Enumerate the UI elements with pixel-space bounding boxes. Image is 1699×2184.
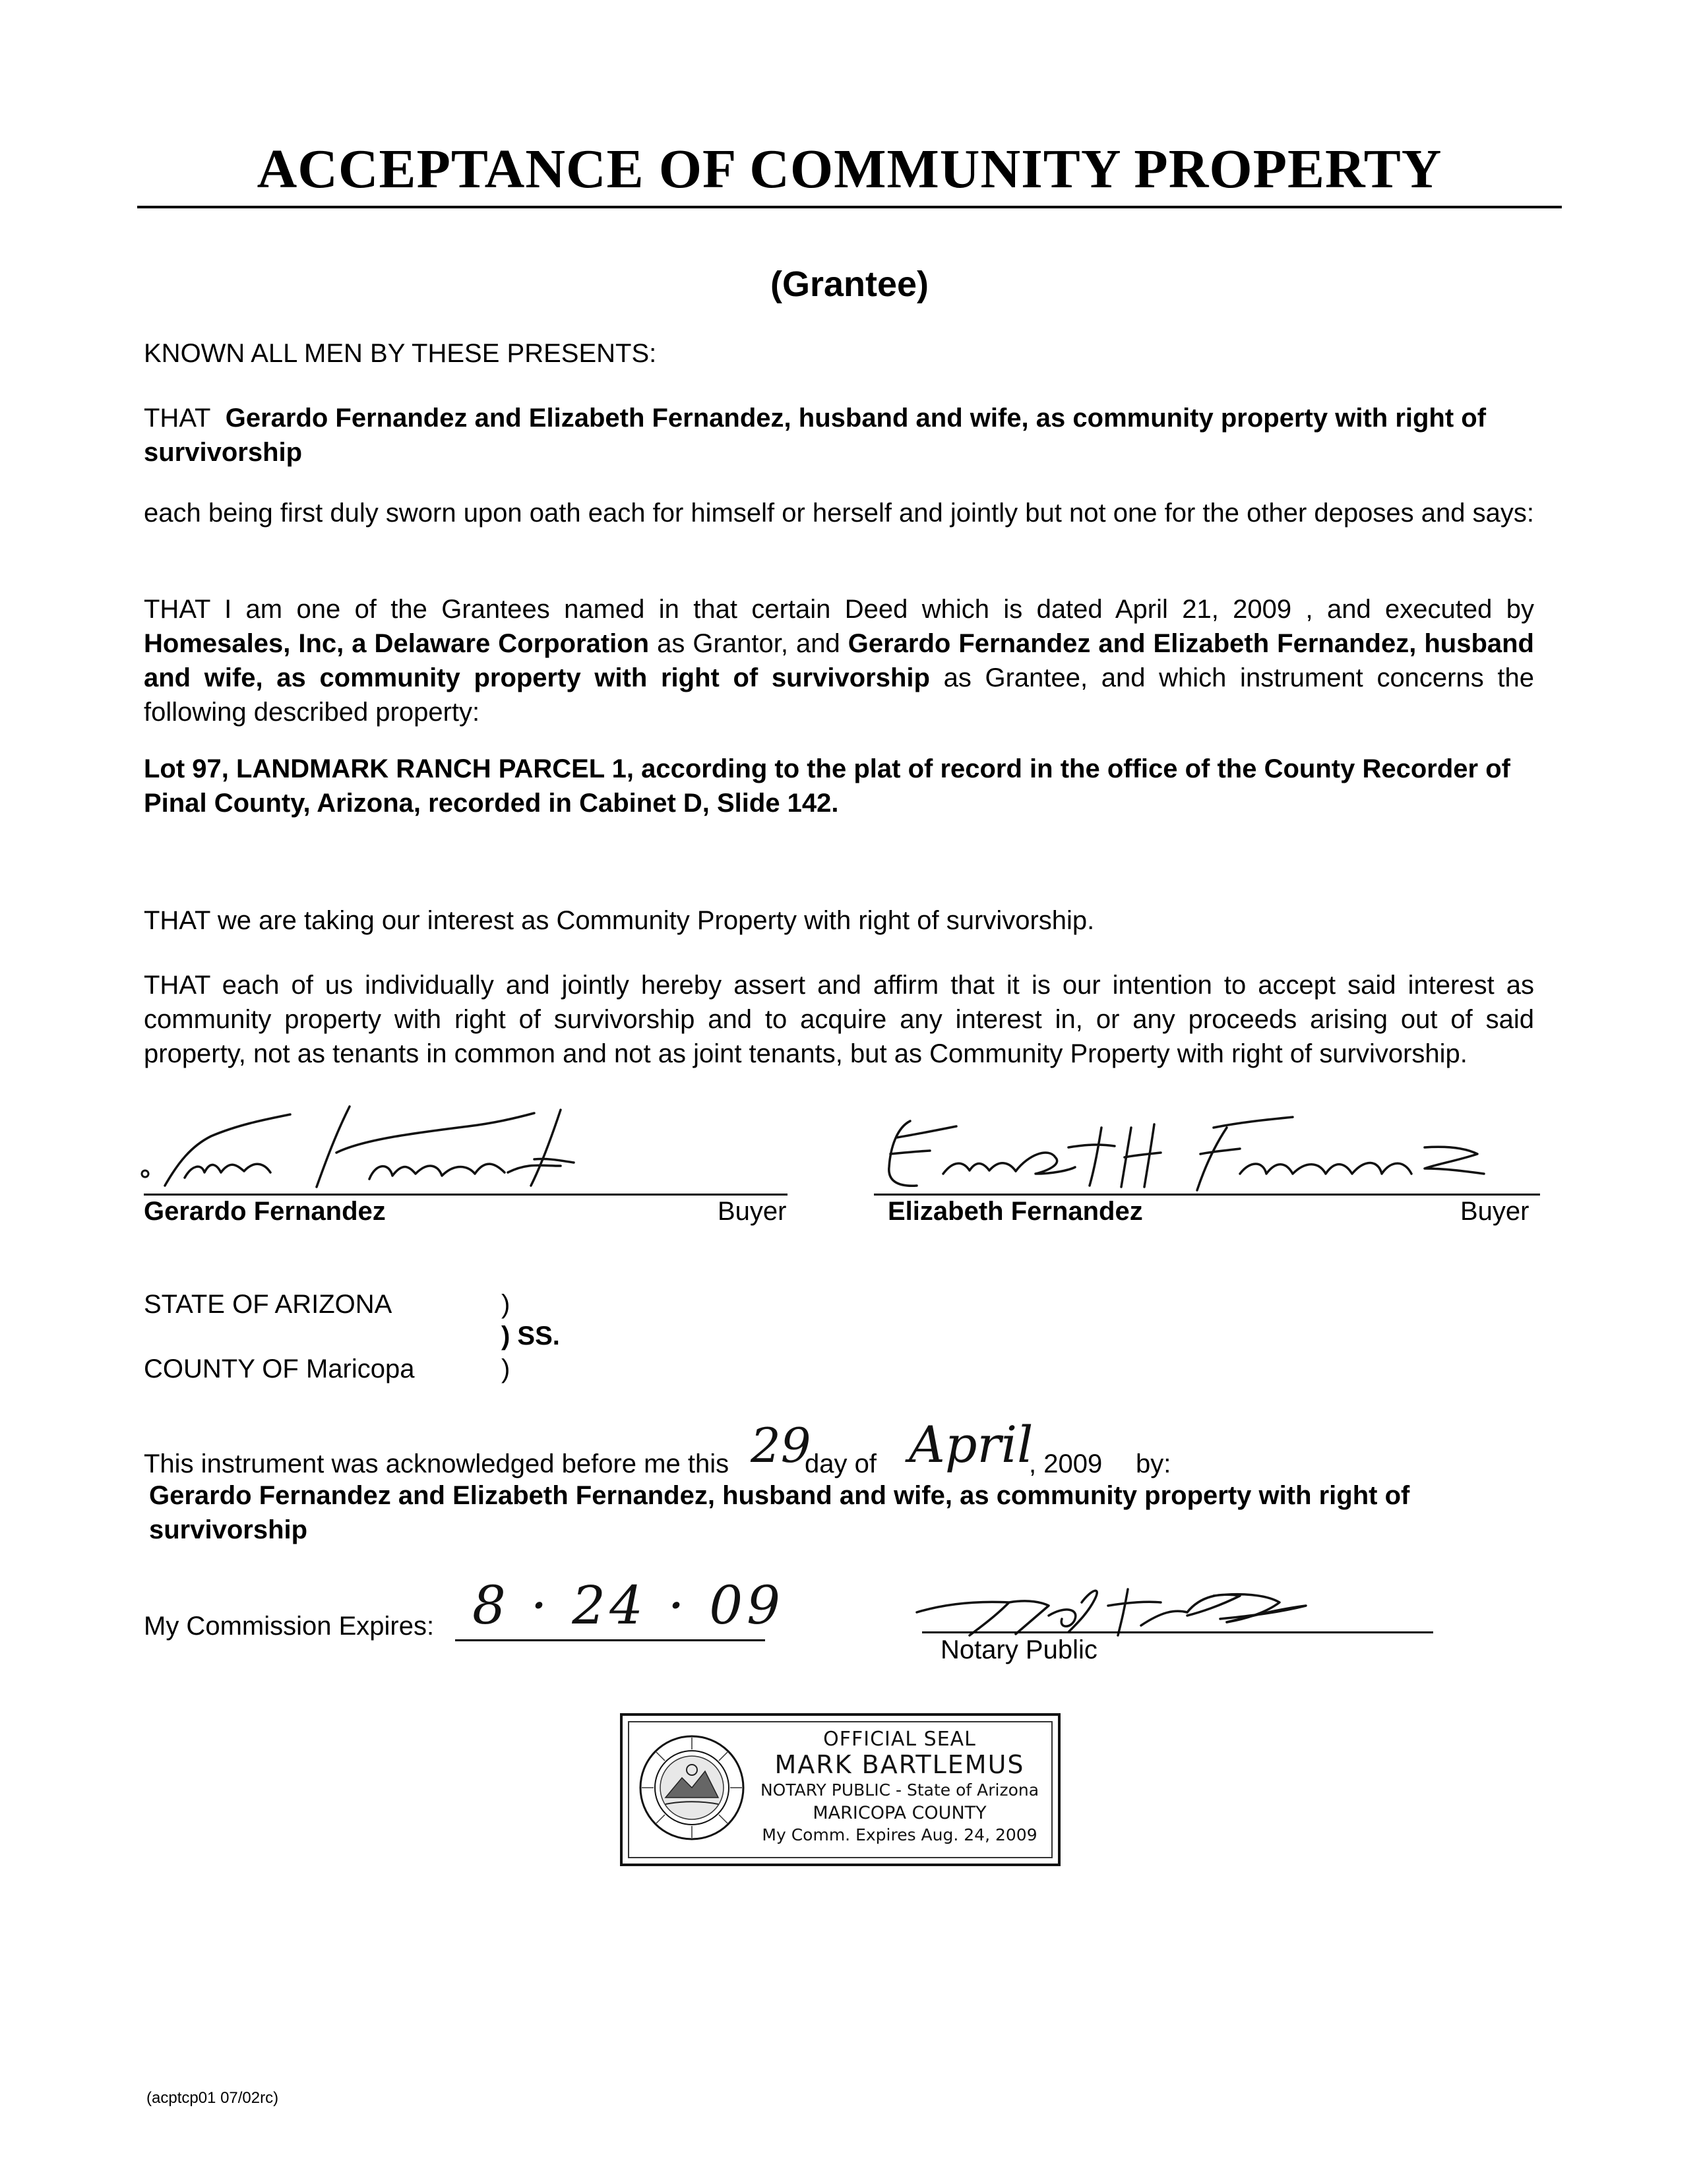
commission-label: My Commission Expires:: [144, 1612, 435, 1641]
deed-text-2: , and executed by: [1305, 595, 1534, 624]
commission-date-line: [455, 1639, 765, 1641]
ack-text-1: This instrument was acknowledged before me this: [144, 1449, 729, 1478]
deed-date: April 21, 2009: [1115, 595, 1292, 624]
title-rule: [137, 206, 1562, 208]
signer-1-name: Gerardo Fernandez: [144, 1197, 386, 1226]
grantees-paragraph: [144, 401, 1534, 470]
intro-line: KNOWN ALL MEN BY THESE PRESENTS:: [144, 339, 657, 368]
venue-paren-1: ): [501, 1290, 510, 1319]
gerardo-signature-line: [144, 1194, 788, 1196]
ack-by: by:: [1136, 1449, 1171, 1478]
signer-2-role: Buyer: [1460, 1197, 1529, 1226]
seal-line-1: OFFICIAL SEAL: [823, 1728, 976, 1751]
sworn-paragraph: each being first duly sworn upon oath each for himself or herself and jointly but not one for the other deposes and says:: [144, 499, 1534, 528]
seal-line-3: NOTARY PUBLIC - State of Arizona: [760, 1780, 1039, 1800]
deed-grantor: Homesales, Inc, a Delaware Corporation: [144, 629, 650, 658]
ack-month-handwritten: April: [909, 1415, 1034, 1474]
venue-paren-3: ): [501, 1354, 510, 1383]
deed-text-1: THAT I am one of the Grantees named in that certain Deed which is dated: [144, 595, 1103, 624]
signer-1-role: Buyer: [718, 1197, 787, 1226]
property-description: Lot 97, LANDMARK RANCH PARCEL 1, according to the plat of record in the office of the County Recorder of Pinal County, Arizona, recorded in Cabinet D, Slide 142.: [144, 754, 1510, 818]
elizabeth-signature-line: [874, 1194, 1540, 1196]
deed-text-4: as Grantee, and which instrument concerns the following described property:: [144, 663, 1534, 727]
venue-state: STATE OF ARIZONA: [144, 1290, 392, 1319]
venue-county: COUNTY OF Maricopa: [144, 1354, 415, 1383]
deed-grantee: Gerardo Fernandez and Elizabeth Fernandez, husband and wife, as community property with right of survivorship: [144, 629, 1534, 692]
venue-ss: ) SS.: [501, 1321, 560, 1350]
affirm-paragraph: THAT each of us individually and jointly hereby assert and affirm that it is our intention to accept said interest as community property with right of survivorship and to acquire any interest in, or any proceeds arising out of said property, not as tenants in common and not as joint tenants, but as Community Property with right of survivorship.: [144, 971, 1534, 1068]
seal-line-5: My Comm. Expires Aug. 24, 2009: [762, 1825, 1037, 1844]
ack-year: , 2009: [1029, 1449, 1103, 1478]
ack-day-handwritten: 29: [751, 1418, 811, 1473]
deed-paragraph: [144, 592, 1534, 729]
ack-parties: Gerardo Fernandez and Elizabeth Fernandez, husband and wife, as community property with right of survivorship: [149, 1481, 1410, 1544]
ack-text-2: day of: [805, 1449, 877, 1478]
document-title: ACCEPTANCE OF COMMUNITY PROPERTY: [257, 138, 1442, 200]
notary-public-label: Notary Public: [941, 1635, 1097, 1664]
deed-text-3: as Grantor, and: [657, 629, 840, 658]
elizabeth-signature: [871, 1108, 1497, 1200]
form-code: (acptcp01 07/02rc): [146, 2089, 279, 2107]
document-subtitle: (Grantee): [770, 264, 929, 304]
state-seal-icon: [636, 1732, 748, 1844]
grantees-names: Gerardo Fernandez and Elizabeth Fernandez, husband and wife, as community property with right of survivorship: [144, 404, 1487, 467]
notary-signature-line: [922, 1631, 1433, 1633]
signer-2-name: Elizabeth Fernandez: [888, 1197, 1143, 1226]
seal-line-4: MARICOPA COUNTY: [813, 1803, 987, 1823]
official-seal-stamp: [620, 1713, 1061, 1866]
interest-paragraph: THAT we are taking our interest as Community Property with right of survivorship.: [144, 906, 1095, 935]
commission-date-handwritten: 8 · 24 · 09: [472, 1575, 785, 1636]
gerardo-signature: [139, 1100, 600, 1199]
seal-name: MARK BARTLEMUS: [774, 1750, 1025, 1779]
that-prefix: THAT: [144, 404, 211, 433]
